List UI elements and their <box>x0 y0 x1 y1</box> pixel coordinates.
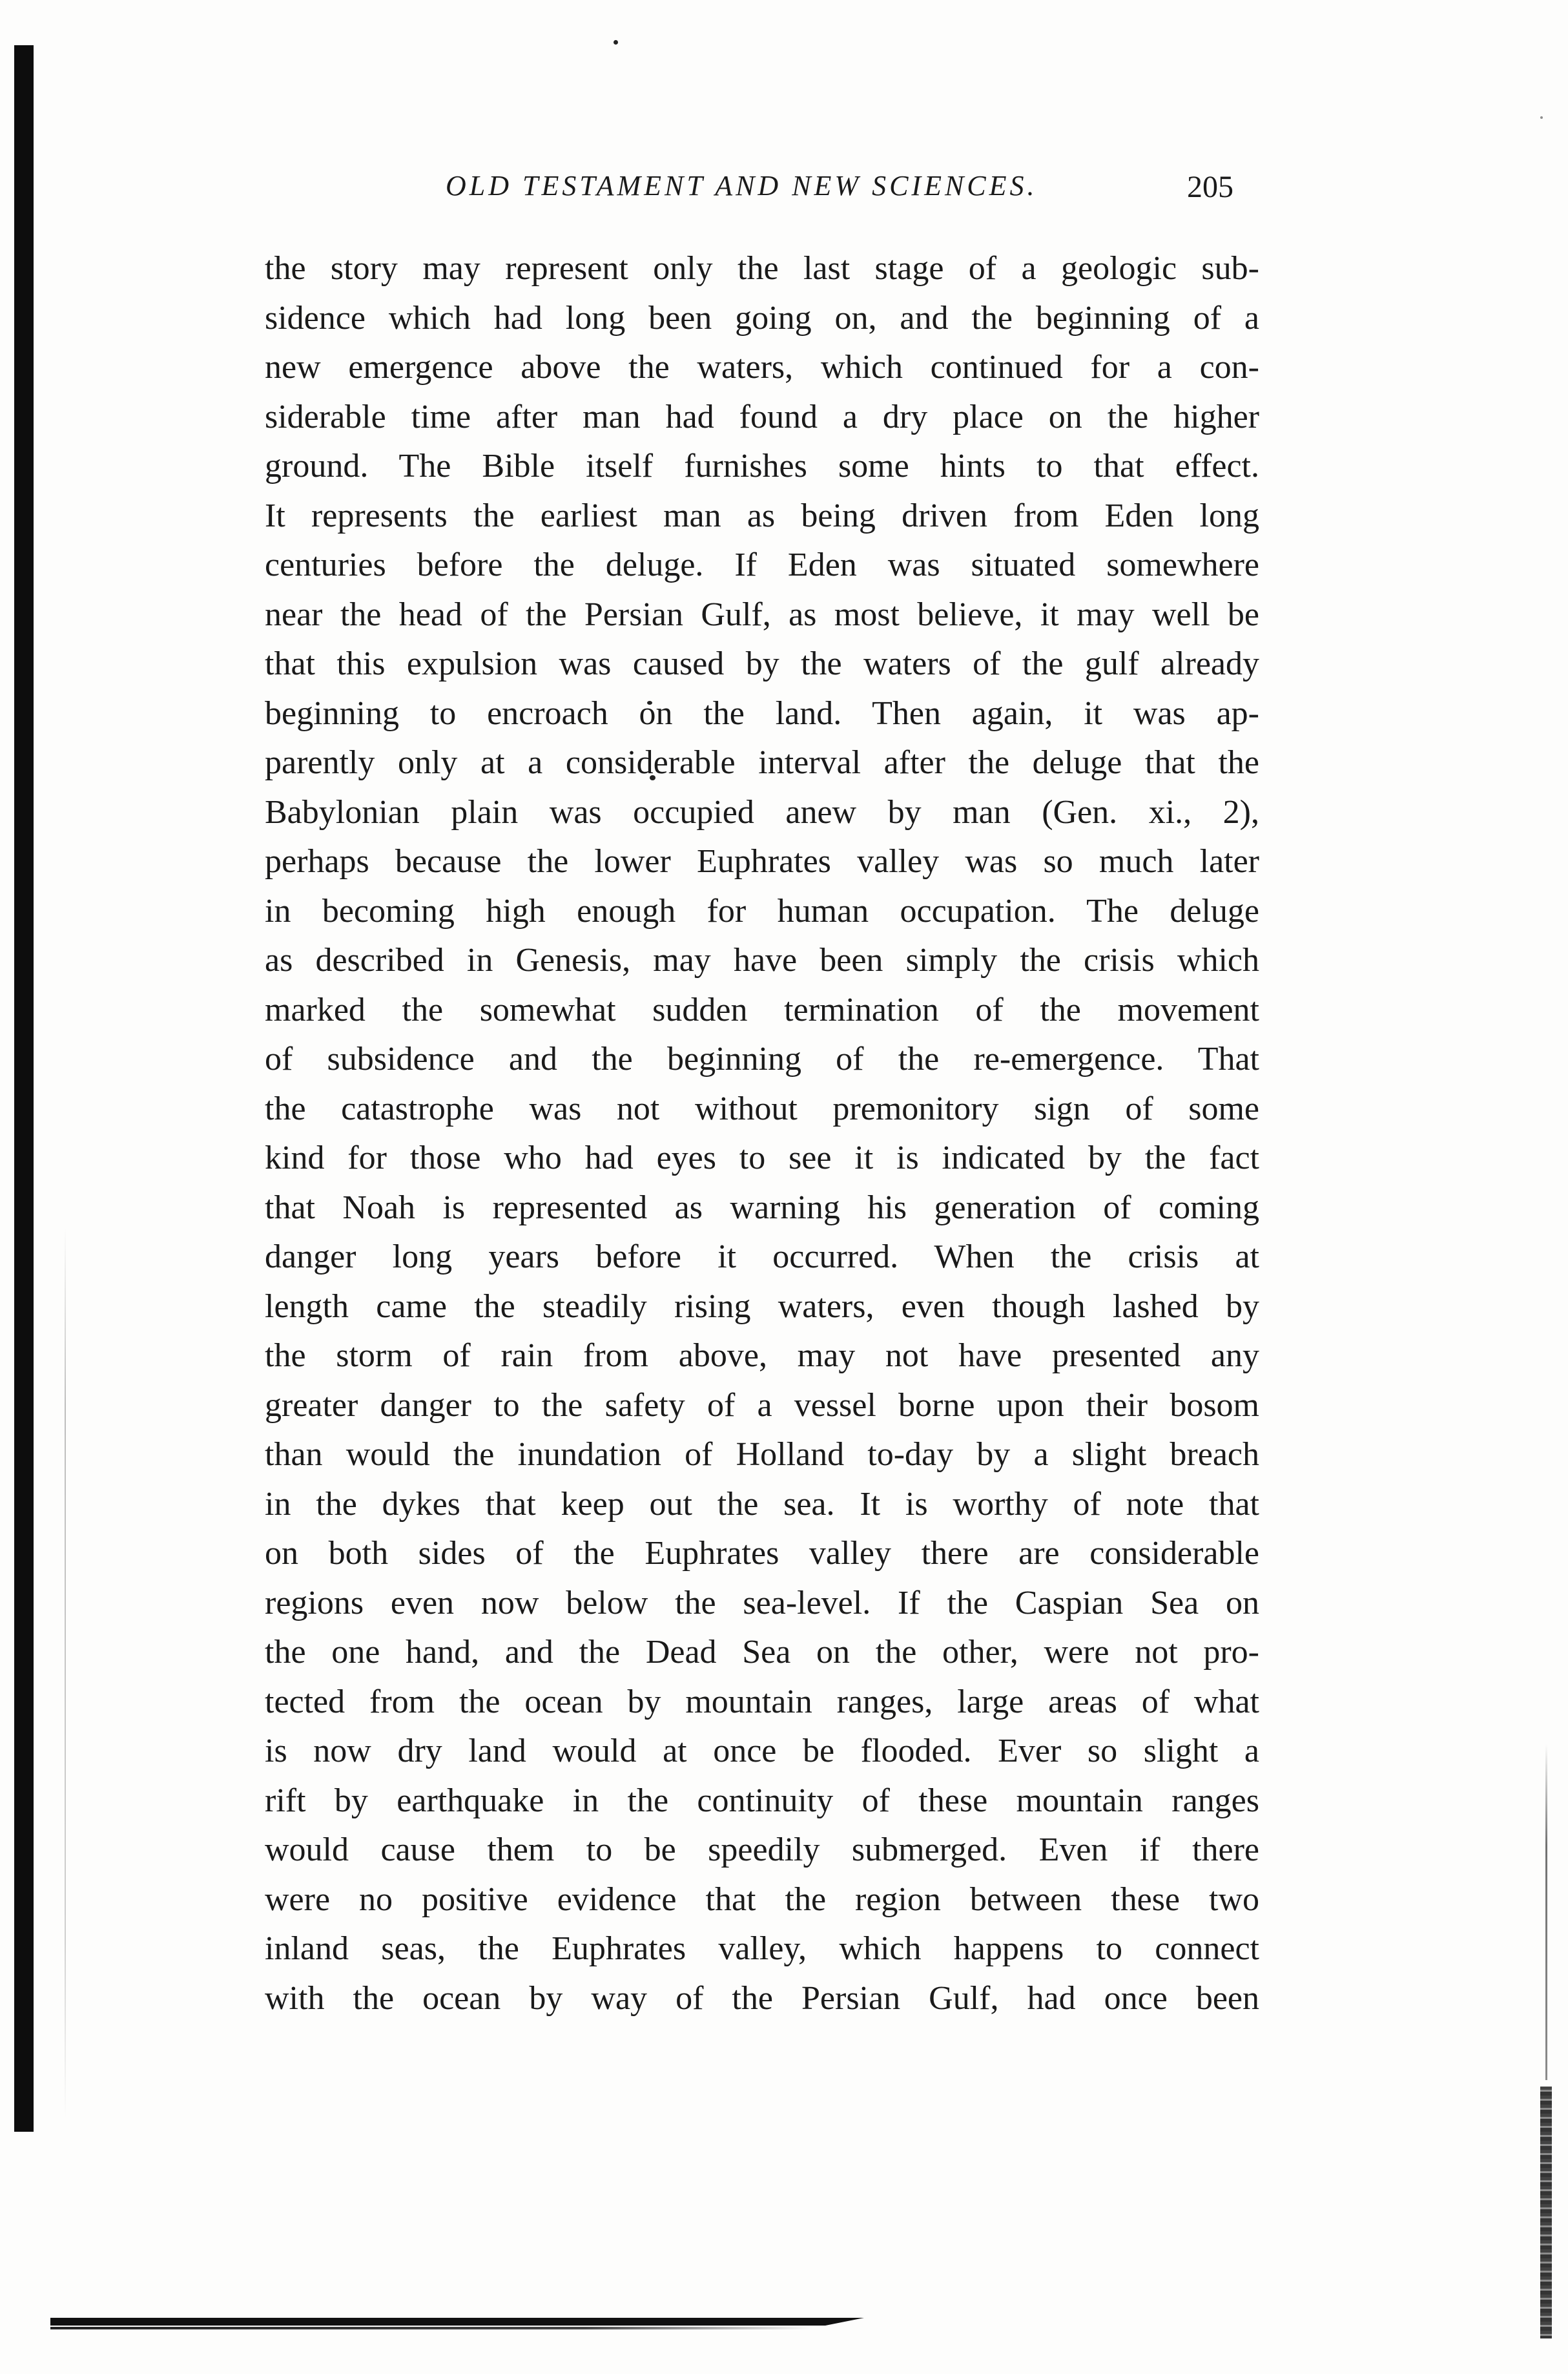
text-line: ground. The Bible itself furnishes some hints to that effect. <box>265 448 1259 484</box>
running-head-title: OLD TESTAMENT AND NEW SCIENCES. <box>446 170 1038 202</box>
scan-edge-left-bar <box>14 45 34 2132</box>
scan-edge-bottom-rule <box>50 2327 812 2329</box>
text-line: of subsidence and the beginning of the re-emergence. That <box>265 1041 1259 1078</box>
text-line: tected from the ocean by mountain ranges, large areas of what <box>265 1683 1259 1720</box>
text-line: centuries before the deluge. If Eden was situated somewhere <box>265 547 1259 583</box>
text-line: rift by earthquake in the continuity of these mountain ranges <box>265 1782 1259 1819</box>
text-line: regions even now below the sea-level. If the Caspian Sea on <box>265 1584 1259 1621</box>
text-line: beginning to encroach on the land. Then again, it was ap- <box>265 694 1259 732</box>
scan-speck <box>1540 116 1543 119</box>
text-line: that Noah is represented as warning his generation of coming <box>265 1189 1259 1226</box>
text-line: sidence which had long been going on, and the beginning of a <box>265 299 1259 337</box>
scan-speck <box>614 40 618 45</box>
text-line: parently only at a considerable interval after the deluge that the <box>265 744 1259 781</box>
text-line: near the head of the Persian Gulf, as most believe, it may well be <box>265 596 1259 633</box>
page-number: 205 <box>1187 170 1233 204</box>
text-line: would cause them to be speedily submerged. Even if there <box>265 1831 1259 1868</box>
text-line: in the dykes that keep out the sea. It is worthy of note that <box>265 1485 1259 1523</box>
text-line: kind for those who had eyes to see it is indicated by the fact <box>265 1140 1259 1176</box>
text-line: the storm of rain from above, may not have presented any <box>265 1337 1259 1374</box>
text-line: the story may represent only the last stage of a geologic sub- <box>265 250 1259 287</box>
text-line: length came the steadily rising waters, even though lashed by <box>265 1287 1259 1325</box>
text-line: were no positive evidence that the region between these two <box>265 1880 1259 1918</box>
text-line: siderable time after man had found a dry place on the higher <box>265 398 1259 435</box>
scan-edge-right-upper <box>1545 1744 1547 2080</box>
scan-edge-right-lower <box>1540 2087 1552 2338</box>
text-line: It represents the earliest man as being driven from Eden long <box>265 497 1259 534</box>
text-line: Babylonian plain was occupied anew by man (Gen. xi., 2), <box>265 793 1259 831</box>
text-line: danger long years before it occurred. When the crisis at <box>265 1238 1259 1275</box>
text-line: inland seas, the Euphrates valley, which happens to connect <box>265 1930 1259 1967</box>
text-line: in becoming high enough for human occupation. The deluge <box>265 892 1259 930</box>
text-line: marked the somewhat sudden termination of the movement <box>265 991 1259 1028</box>
text-line: is now dry land would at once be flooded. Ever so slight a <box>265 1733 1259 1769</box>
text-line: than would the inundation of Holland to-day by a slight breach <box>265 1436 1259 1473</box>
text-line: perhaps because the lower Euphrates valley was so much later <box>265 843 1259 880</box>
text-line: on both sides of the Euphrates valley there are considerable <box>265 1535 1259 1572</box>
body-paragraph <box>265 244 1259 2023</box>
scan-shadow-left <box>65 1227 66 2119</box>
text-line: greater danger to the safety of a vessel borne upon their bosom <box>265 1386 1259 1424</box>
text-line: the one hand, and the Dead Sea on the other, were not pro- <box>265 1634 1259 1671</box>
text-line: the catastrophe was not without premonitory sign of some <box>265 1090 1259 1127</box>
text-line: as described in Genesis, may have been simply the crisis which <box>265 942 1259 979</box>
scan-edge-bottom-bar <box>50 2318 864 2326</box>
text-line: that this expulsion was caused by the waters of the gulf already <box>265 645 1259 682</box>
text-line: with the ocean by way of the Persian Gulf, had once been <box>265 1979 1259 2017</box>
text-line: new emergence above the waters, which continued for a con- <box>265 349 1259 386</box>
